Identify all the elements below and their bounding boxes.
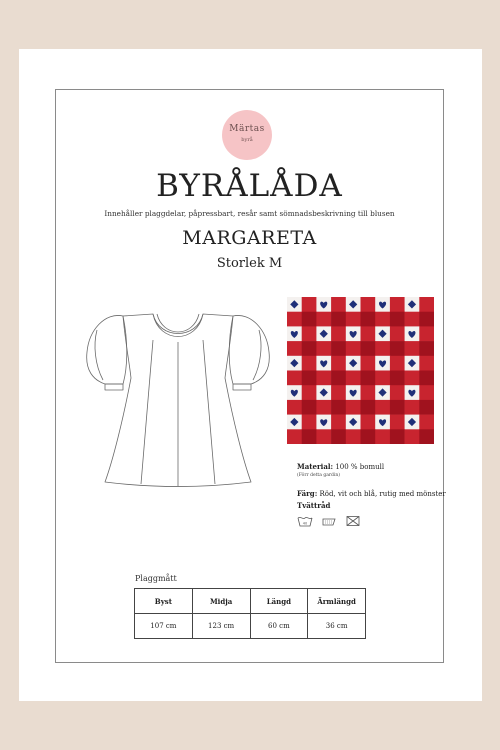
header-length: Längd: [250, 589, 308, 614]
pattern-name: MARGARETA: [182, 227, 317, 249]
value-length: 60 cm: [250, 614, 308, 639]
material-label: Material:: [297, 462, 334, 471]
brand-title: BYRÅLÅDA: [156, 168, 343, 204]
blouse-sketch: [83, 300, 273, 490]
fabric-swatch: [287, 297, 434, 444]
wash-line: [297, 501, 330, 510]
table-row: [135, 614, 366, 639]
color-value: Röd, vit och blå, rutig med mönster: [319, 490, 446, 498]
material-note: (Förr detta gardin): [297, 473, 341, 478]
measurements-label: Plaggmått: [135, 574, 177, 583]
header-sleeve-length: Ärmlängd: [308, 589, 366, 614]
color-label: Färg:: [297, 489, 318, 498]
measurements-table: [134, 588, 366, 639]
logo-line-1: Märtas: [229, 124, 265, 134]
logo-line-2: byrå: [241, 137, 253, 143]
wash-40-icon: [297, 515, 313, 527]
header-waist: Midja: [192, 589, 250, 614]
logo-badge: [222, 110, 272, 160]
svg-text:40: 40: [302, 521, 308, 526]
value-bust: 107 cm: [135, 614, 193, 639]
tumble-dry-icon: [321, 515, 337, 527]
material-value: 100 % bomull: [335, 463, 385, 471]
contents-description: Innehåller plaggdelar, påpressbart, resår samt sömnadsbeskrivning till blusen: [104, 209, 395, 218]
value-waist: 123 cm: [192, 614, 250, 639]
table-header-row: [135, 589, 366, 614]
color-line: [297, 489, 446, 498]
no-bleach-icon: [345, 515, 361, 527]
size-label: Storlek M: [216, 256, 283, 271]
header-bust: Byst: [135, 589, 193, 614]
wash-label: Tvättråd: [297, 501, 331, 510]
material-line: [297, 462, 384, 471]
value-sleeve-length: 36 cm: [308, 614, 366, 639]
